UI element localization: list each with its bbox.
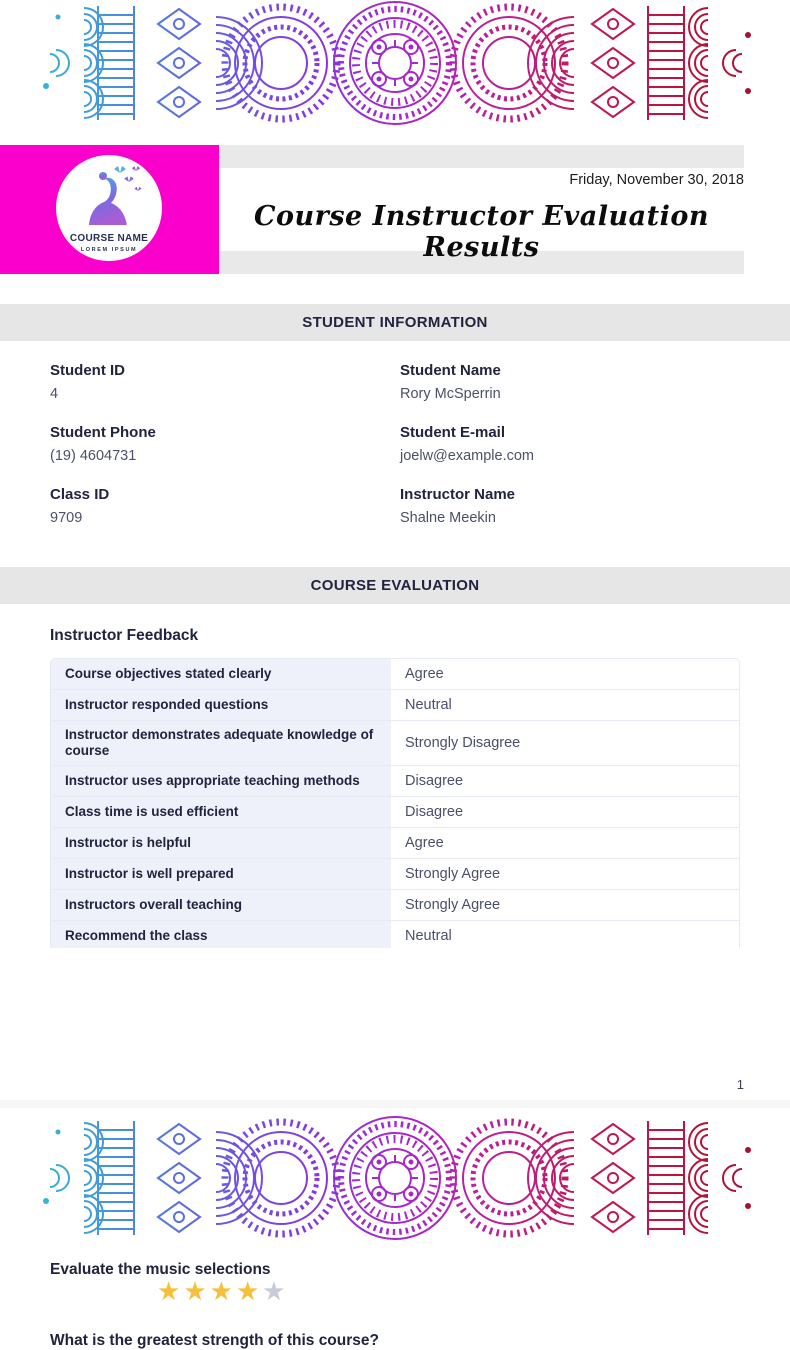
section-course-evaluation — [0, 567, 790, 604]
question-cell: Instructor is helpful — [51, 828, 391, 858]
star-icon: ★ — [157, 1276, 184, 1306]
field-value: Shalne Meekin — [400, 510, 496, 526]
table-row — [51, 766, 739, 797]
answer-cell: Agree — [405, 835, 444, 852]
table-row — [51, 921, 739, 948]
question-cell: Instructor uses appropriate teaching methods — [51, 766, 391, 796]
question-cell: Recommend the class — [51, 921, 391, 948]
page-number: 1 — [736, 1077, 744, 1092]
section-title: COURSE EVALUATION — [310, 577, 480, 594]
field-label: Student Phone — [50, 424, 156, 441]
document-title: Course Instructor Evaluation Results — [254, 201, 709, 263]
question-cell: Instructors overall teaching — [51, 890, 391, 920]
music-question-heading: Evaluate the music selections — [50, 1261, 271, 1278]
star-icon: ★ — [183, 1276, 210, 1306]
star-icon: ★ — [235, 1276, 263, 1306]
answer-cell: Agree — [405, 666, 444, 682]
next-question-heading-clipped: What is the greatest strength of this course? — [50, 1332, 379, 1349]
question-cell: Instructor responded questions — [51, 690, 391, 720]
field-label: Student ID — [50, 362, 125, 379]
answer-cell: Disagree — [405, 804, 464, 821]
info-field — [50, 424, 400, 464]
answer-cell: Neutral — [405, 928, 452, 945]
table-row — [51, 690, 739, 721]
answer-cell: Strongly Agree — [405, 897, 501, 914]
feedback-table — [50, 658, 740, 948]
table-row — [51, 828, 739, 859]
document-date: Friday, November 30, 2018 — [569, 172, 744, 188]
field-value: 4 — [50, 386, 59, 402]
logo — [56, 155, 162, 266]
field-label: Student Name — [400, 362, 501, 379]
table-row — [51, 659, 739, 690]
info-field — [50, 486, 400, 526]
answer-cell: Neutral — [405, 697, 452, 713]
feedback-heading: Instructor Feedback — [50, 627, 199, 644]
field-value: 9709 — [50, 510, 83, 526]
section-title: STUDENT INFORMATION — [302, 314, 488, 331]
mandala-decoration-top — [0, 0, 790, 126]
table-row — [51, 721, 739, 766]
student-info-grid — [50, 362, 740, 526]
question-cell: Instructor is well prepared — [51, 859, 391, 889]
info-field — [50, 362, 400, 402]
info-field — [400, 362, 740, 402]
answer-cell: Disagree — [405, 773, 464, 790]
logo-name: COURSE NAME — [69, 233, 149, 244]
logo-badge — [56, 155, 162, 261]
header-brand-block — [0, 145, 219, 274]
star-rating — [157, 1278, 289, 1304]
table-row — [51, 859, 739, 890]
star-icon: ★ — [209, 1276, 236, 1306]
header-bar-top — [219, 145, 744, 168]
info-field — [400, 486, 740, 526]
star-icon: ★ — [262, 1276, 289, 1306]
section-student-information — [0, 304, 790, 341]
field-label: Instructor Name — [400, 486, 516, 503]
answer-cell: Strongly Disagree — [405, 735, 521, 752]
field-label: Student E-mail — [400, 424, 506, 441]
field-value: joelw@example.com — [400, 448, 534, 464]
logo-tagline: LOREM IPSUM — [80, 247, 138, 253]
field-label: Class ID — [50, 486, 110, 503]
info-field — [400, 424, 740, 464]
field-value: (19) 4604731 — [50, 448, 137, 464]
field-value: Rory McSperrin — [400, 386, 501, 402]
mandala-decoration-page2 — [0, 1115, 790, 1241]
page-separator — [0, 1100, 790, 1108]
answer-cell: Strongly Agree — [405, 866, 501, 883]
table-row — [51, 890, 739, 921]
question-cell: Course objectives stated clearly — [51, 659, 391, 689]
table-row — [51, 797, 739, 828]
question-cell: Instructor demonstrates adequate knowledge of course — [51, 721, 391, 765]
question-cell: Class time is used efficient — [51, 797, 391, 827]
